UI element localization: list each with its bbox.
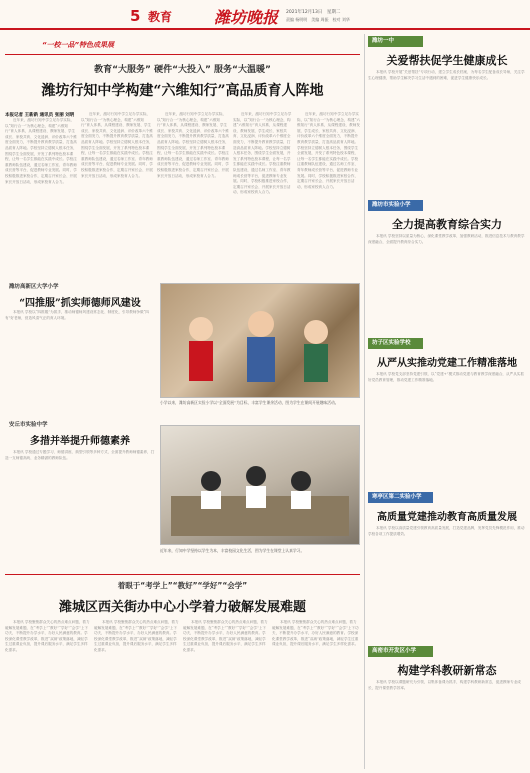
- left-mid-body-1: [5, 310, 155, 405]
- left-mid-ribbon-2: 安丘市实验中学: [9, 422, 48, 428]
- bottom-kicker: 着眼于“考学上”“教好”“学好”“会学”: [117, 581, 248, 590]
- right-body-5: [368, 680, 526, 770]
- right-text-5: 本报讯 学校以课题研究为引领，以集体备课为抓手，构建学科教研新常态，促进教师专业成长，提升课堂教学效率。: [368, 680, 521, 690]
- right-body-4: [368, 526, 526, 641]
- bottom-body: 本报讯 学校聚焦群众关心的热点难点问题，着力破解发展难题，在“考学上”“教好”“学好”“会学”上下功夫，不断提升办学水平，办好人民满意的教育。学校深化课堂教学改革，推进“双减”政策落地，减轻学生过重课业负担，提升课后服务水平，满足学生多样化需求。: [5, 620, 90, 652]
- bottom-headline: 潍城区西关街办中心小学着力破解发展难题: [58, 600, 306, 615]
- bottom-divider: [5, 574, 360, 575]
- feature-ribbon: “一校一品”特色成果展: [42, 41, 115, 49]
- main-kicker: 教育“大服务” 硬件“大投入” 服务“大温暖”: [94, 65, 271, 75]
- right-ribbon-2: 潍坊市实验小学: [368, 200, 423, 211]
- right-ribbon-4: 寒亭区第二实验小学: [368, 492, 433, 503]
- bottom-body-col-4: [272, 620, 360, 770]
- right-headline-5: 构建学科教研新常态: [397, 664, 497, 677]
- left-mid-body-2: [5, 450, 155, 550]
- page-number: 5: [130, 7, 141, 25]
- right-text-2: 本报讯 学校坚持以质量为核心，深化课堂教学改革，加强教研活动，推进信息技术与教育教学深度融合，全面提升教育综合实力。: [368, 234, 525, 244]
- bottom-body-col-2: [94, 620, 179, 770]
- issue-date: 2021年12月13日 星期二: [286, 10, 341, 15]
- main-body: 近年来，潍坊行知中学立足办学实际，以“知行合一”为核心理念，构建“六维知行”育人体系，从课程建设、教师发展、学生成长、家校共育、文化浸润、评价改革六个维度全面发力，不断提升教育教学质量，打造高品质育人阵地。学校坚持立德树人根本任务，围绕学生全面发展，开发了系列特色校本课程，让每一名学生都能在实践中成长。学校注重教师队伍建设，通过名师工作室、青年教师成长营等平台，促进教师专业发展。同时，学校积极推进家校合作，定期召开家长会、开展家长开放日活动，形成家校育人合力。: [5, 118, 77, 184]
- left-mid-text-1: 本报讯 学校以“四推服”为抓手，推动师德师风建设常态化、制度化，引导教师争做“四有”好老师，营造风清气正的育人环境。: [5, 310, 150, 320]
- column-rule: [364, 34, 365, 769]
- main-body-copy: 近年来，潍坊行知中学立足办学实际，以“知行合一”为核心理念，构建“六维知行”育人体系，从课程建设、教师发展、学生成长、家校共育、文化浸润、评价改革六个维度全面发力，不断提升教育教学质量，打造高品质育人阵地。学校坚持立德树人根本任务，围绕学生全面发展，开发了系列特色校本课程，让每一名学生都能在实践中成长。学校注重教师队伍建设，通过名师工作室、青年教师成长营等平台，促进教师专业发展。同时，学校积极推进家校合作，定期召开家长会、开展家长开放日活动，形成家校育人合力。: [233, 112, 292, 195]
- left-mid-headline-2: 多措并举提升师德素养: [30, 436, 130, 447]
- main-body-copy: 近年来，潍坊行知中学立足办学实际，以“知行合一”为核心理念，构建“六维知行”育人体系，从课程建设、教师发展、学生成长、家校共育、文化浸润、评价改革六个维度全面发力，不断提升教育教学质量，打造高品质育人阵地。学校坚持立德树人根本任务，围绕学生全面发展，开发了系列特色校本课程，让每一名学生都能在实践中成长。学校注重教师队伍建设，通过名师工作室、青年教师成长营等平台，促进教师专业发展。同时，学校积极推进家校合作，定期召开家长会、开展家长开放日活动，形成家校育人合力。: [157, 112, 229, 178]
- photo-children-illustration: [161, 284, 359, 397]
- paper-title: 潍坊晚报: [214, 8, 279, 27]
- main-byline: 本报记者 王新新 通讯员 张丽 刘明: [5, 113, 75, 118]
- bottom-body-copy: 本报讯 学校聚焦群众关心的热点难点问题，着力破解发展难题，在“考学上”“教好”“学好”“会学”上下功夫，不断提升办学水平，办好人民满意的教育。学校深化课堂教学改革，推进“双减”政策落地，减轻学生过重课业负担，提升课后服务水平，满足学生多样化需求。: [272, 620, 359, 647]
- right-body-1: [368, 70, 526, 195]
- main-body-col-1: [5, 112, 77, 277]
- left-mid-ribbon-1: 潍坊高新区大学小学: [9, 284, 59, 290]
- bottom-body-copy: 本报讯 学校聚焦群众关心的热点难点问题，着力破解发展难题，在“考学上”“教好”“学好”“会学”上下功夫，不断提升办学水平，办好人民满意的教育。学校深化课堂教学改革，推进“双减”政策落地，减轻学生过重课业负担，提升课后服务水平，满足学生多样化需求。: [183, 620, 268, 652]
- photo2-caption: 近年来，行知中学坚持以学生为本，丰富校园文化生活，图为学生在课堂上认真学习。: [160, 548, 305, 553]
- right-body-3: [368, 372, 526, 487]
- bottom-body-col-1: [5, 620, 90, 770]
- right-ribbon-1: 潍坊一中: [368, 36, 423, 47]
- right-headline-4: 高质量党建推动教育高质量发展: [377, 512, 517, 523]
- photo-classroom-illustration: [161, 426, 359, 544]
- bottom-body-copy: 本报讯 学校聚焦群众关心的热点难点问题，着力破解发展难题，在“考学上”“教好”“学好”“会学”上下功夫，不断提升办学水平，办好人民满意的教育。学校深化课堂教学改革，推进“双减”政策落地，减轻学生过重课业负担，提升课后服务水平，满足学生多样化需求。: [94, 620, 179, 652]
- right-text-1: 本报讯 学校开展“关爱帮扶”专项行动，建立学生成长档案，为每名学生配备成长导师，关注学生心理健康，帮助学生解决学习生活中遇到的困难，促进学生健康快乐成长。: [368, 70, 525, 80]
- photo-classroom: [160, 425, 360, 545]
- right-headline-2: 全力提高教育综合实力: [392, 218, 502, 231]
- section-name: 教育: [148, 10, 173, 24]
- right-text-3: 本报讯 学校党支部坚持党建引领，以“党建+”模式推动党建与教育教学深度融合，从严从实抓好党员教育管理，推动党建工作精准落地。: [368, 372, 524, 382]
- photo1-caption: 小学以来，潍坊高新区实验小学以“全面发展”为目标，丰富学生课余活动，图为学生在课间开展趣味活动。: [160, 400, 339, 405]
- main-body-copy: 近年来，潍坊行知中学立足办学实际，以“知行合一”为核心理念，构建“六维知行”育人体系，从课程建设、教师发展、学生成长、家校共育、文化浸润、评价改革六个维度全面发力，不断提升教育教学质量，打造高品质育人阵地。学校坚持立德树人根本任务，围绕学生全面发展，开发了系列特色校本课程，让每一名学生都能在实践中成长。学校注重教师队伍建设，通过名师工作室、青年教师成长营等平台，促进教师专业发展。同时，学校积极推进家校合作，定期召开家长会、开展家长开放日活动，形成家校育人合力。: [297, 112, 360, 189]
- bottom-body-col-3: [183, 620, 268, 770]
- right-text-4: 本报讯 学校以高质量党建引领教育高质量发展，打造党建品牌，发挥党员先锋模范作用，推动学校各项工作提质增效。: [368, 526, 525, 536]
- main-body-copy: 近年来，潍坊行知中学立足办学实际，以“知行合一”为核心理念，构建“六维知行”育人体系，从课程建设、教师发展、学生成长、家校共育、文化浸润、评价改革六个维度全面发力，不断提升教育教学质量，打造高品质育人阵地。学校坚持立德树人根本任务，围绕学生全面发展，开发了系列特色校本课程，让每一名学生都能在实践中成长。学校注重教师队伍建设，通过名师工作室、青年教师成长营等平台，促进教师专业发展。同时，学校积极推进家校合作，定期召开家长会、开展家长开放日活动，形成家校育人合力。: [81, 112, 153, 178]
- main-body-col-5: [297, 112, 360, 277]
- divider: [5, 54, 360, 55]
- right-headline-1: 关爱帮扶促学生健康成长: [386, 54, 508, 67]
- right-ribbon-5: 高密市开发区小学: [368, 646, 433, 657]
- main-body-col-3: [157, 112, 229, 277]
- left-mid-headline-1: “四推服”抓实师德师风建设: [19, 298, 141, 309]
- right-ribbon-3: 坊子区实验学校: [368, 338, 423, 349]
- right-headline-3: 从严从实推动党建工作精准落地: [377, 358, 517, 369]
- right-body-2: [368, 234, 526, 334]
- editors-line: 责编 杨明明 美编 周振 校对 刘华: [286, 17, 350, 22]
- photo-children-activity: [160, 283, 360, 398]
- main-body-col-2: [81, 112, 153, 277]
- left-mid-text-2: 本报讯 学校通过专题学习、师德讲座、典型引领等多种方式，全面提升教师师德素养，打造一支师德高尚、业务精湛的教师队伍。: [5, 450, 155, 460]
- main-body-col-4: [233, 112, 293, 277]
- main-headline: 潍坊行知中学构建“六维知行”高品质育人阵地: [41, 83, 324, 99]
